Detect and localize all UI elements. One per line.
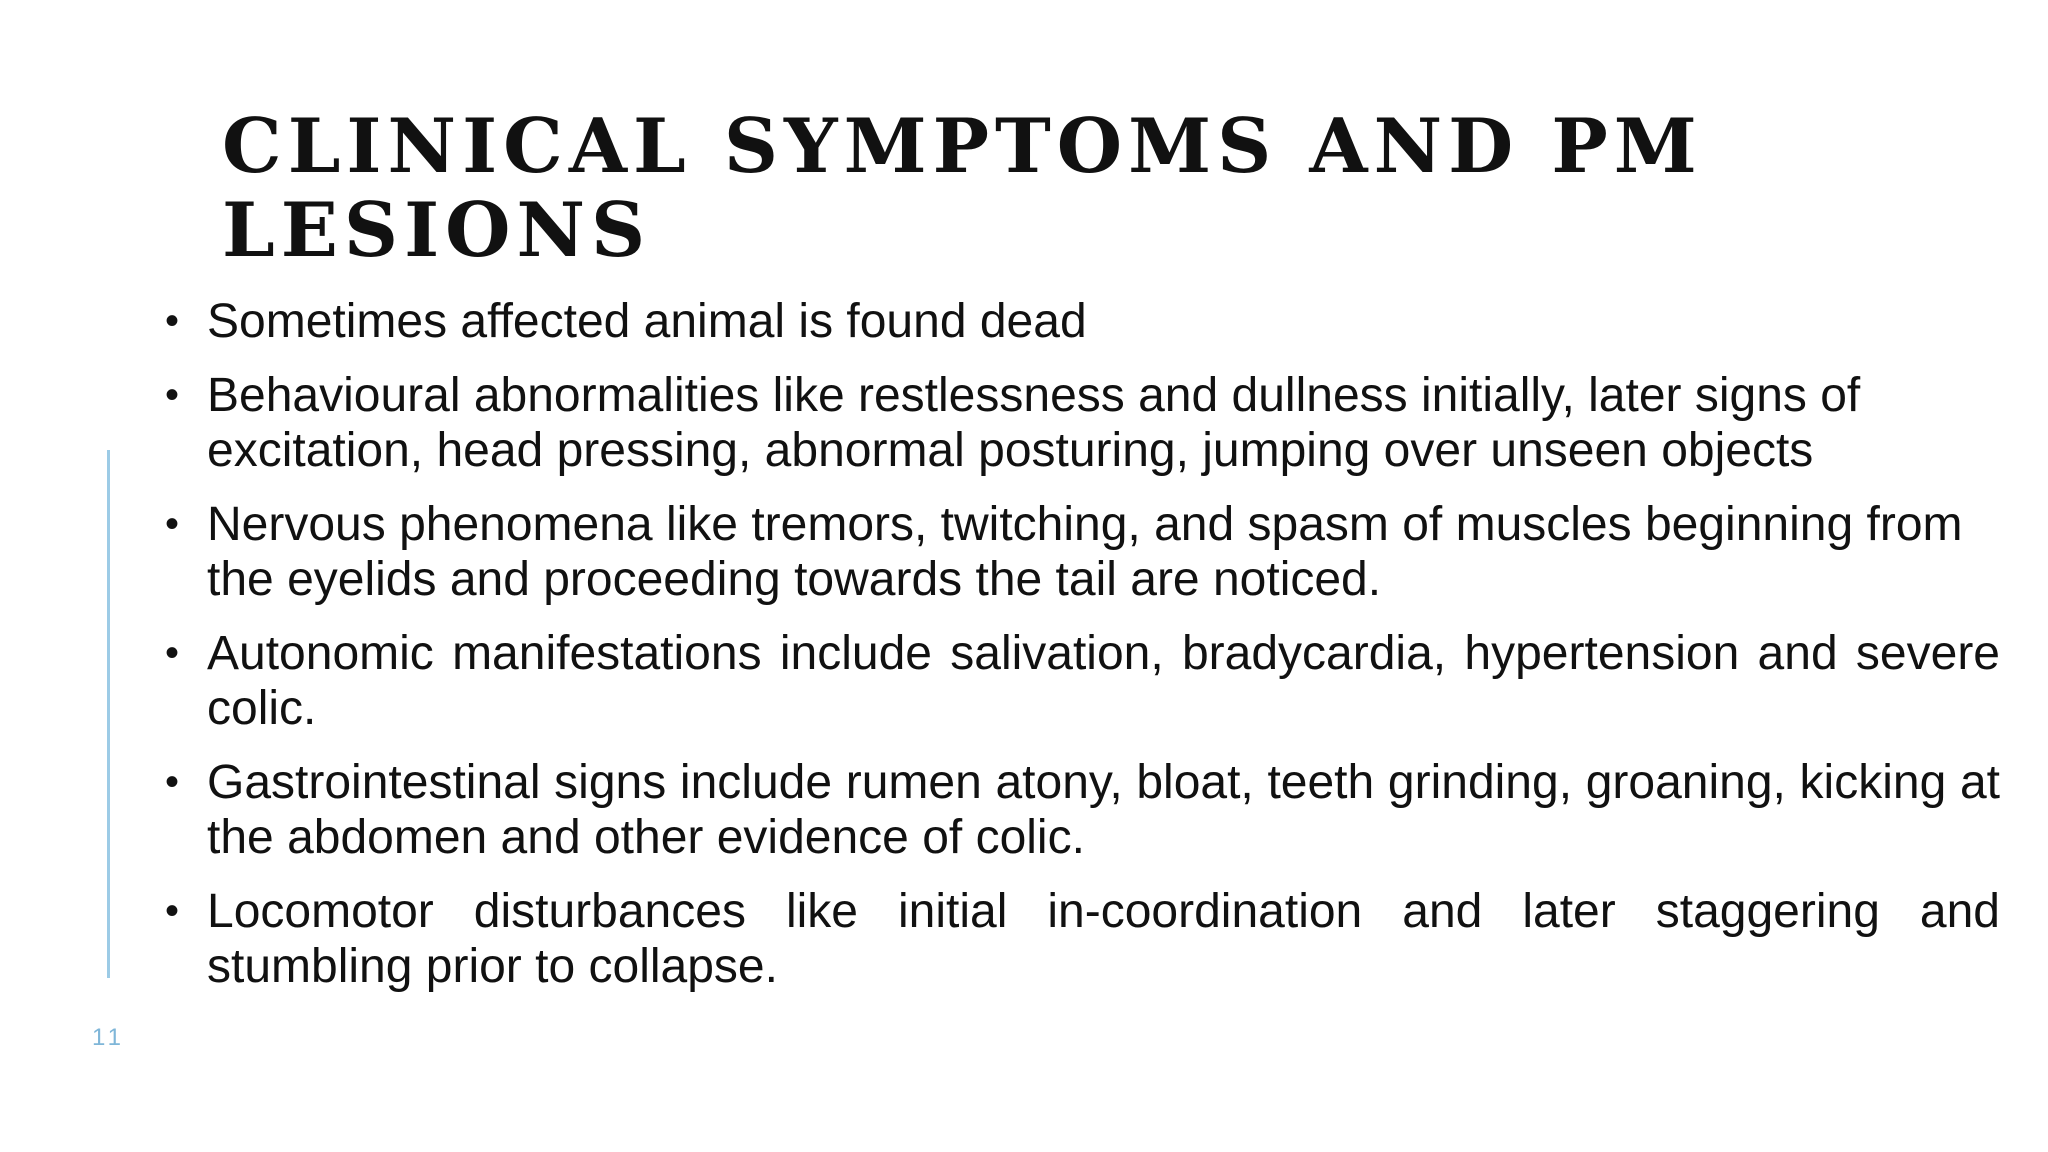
bullet-dot-icon: •: [165, 502, 180, 546]
bullet-item: [165, 294, 2000, 349]
bullet-item: [165, 626, 2000, 736]
bullet-text: Behavioural abnormalities like restlessness and dullness initially, later signs of excitation, head pressing, abnormal posturing, jumping over unseen objects: [207, 369, 1861, 477]
accent-line: [107, 450, 110, 978]
bullet-text: Gastrointestinal signs include rumen atony, bloat, teeth grinding, groaning, kicking at the abdomen and other evidence of colic.: [207, 756, 2000, 864]
bullet-item: [165, 497, 2000, 607]
bullet-dot-icon: •: [165, 299, 180, 343]
bullet-text: Nervous phenomena like tremors, twitching, and spasm of muscles beginning from the eyelids and proceeding towards the tail are noticed.: [207, 498, 1963, 606]
slide-title: CLINICAL SYMPTOMS AND PM LESIONS: [222, 102, 1703, 274]
bullet-dot-icon: •: [165, 373, 180, 417]
bullet-dot-icon: •: [165, 631, 180, 675]
bullet-text: Locomotor disturbances like initial in-coordination and later staggering and stumbling prior to collapse.: [207, 885, 2000, 993]
bullet-text: Sometimes affected animal is found dead: [207, 295, 1087, 348]
bullet-item: [165, 755, 2000, 865]
bullet-item: [165, 884, 2000, 994]
bullet-text: Autonomic manifestations include salivation, bradycardia, hypertension and severe colic.: [207, 627, 2000, 735]
bullet-list: [165, 294, 2000, 1013]
bullet-dot-icon: •: [165, 889, 180, 933]
page-number: 11: [92, 1024, 125, 1051]
bullet-item: [165, 368, 2000, 478]
bullet-dot-icon: •: [165, 760, 180, 804]
